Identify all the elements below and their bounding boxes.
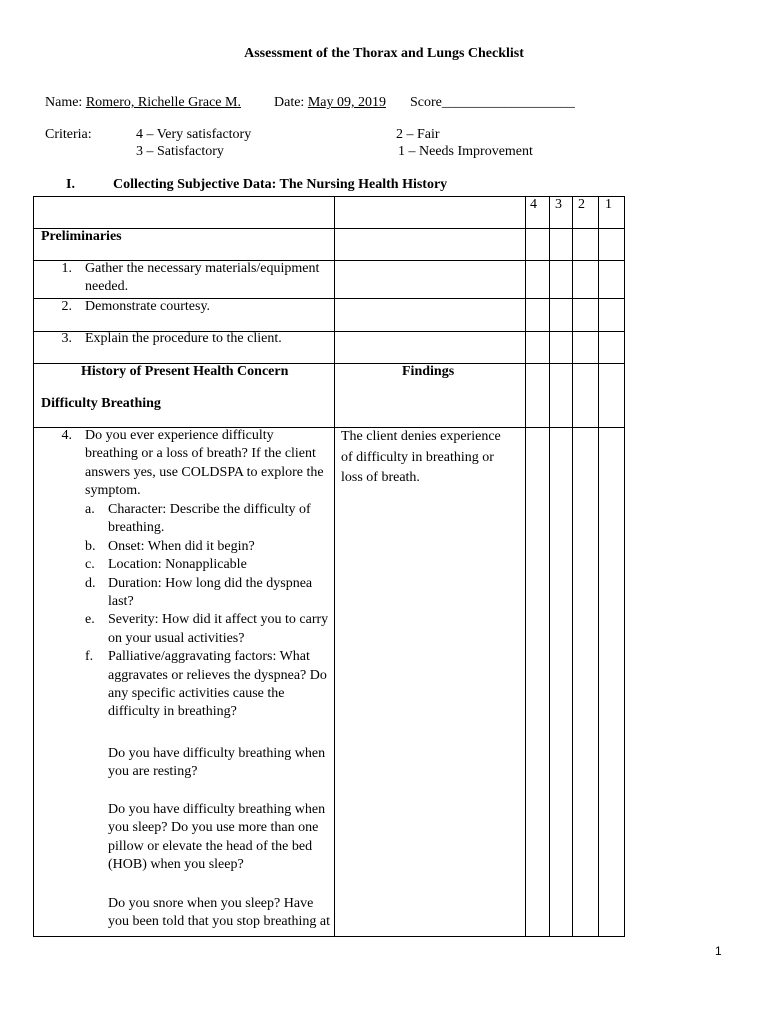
item-line: needed. (85, 279, 129, 295)
criteria-label: Criteria: (45, 127, 92, 142)
subitem-line: difficulty in breathing? (108, 704, 237, 720)
table-rule (33, 936, 625, 937)
subitem-line: Location: Nonapplicable (108, 557, 247, 573)
item-number: 1. (61, 261, 72, 276)
checklist-table (33, 196, 625, 937)
extra-question (108, 895, 330, 932)
score-header-1: 1 (605, 197, 612, 212)
item-number: 3. (61, 331, 72, 346)
table-rule (334, 196, 335, 937)
finding-line: of difficulty in breathing or (341, 449, 494, 465)
item-number: 2. (61, 299, 72, 314)
subitem (85, 648, 328, 722)
item-number: 4. (61, 428, 72, 443)
subitem-line: aggravates or relieves the dyspnea? Do (108, 667, 327, 683)
name-value: Romero, Richelle Grace M. (85, 95, 241, 110)
subitem-letter: a. (85, 502, 95, 517)
item-line: symptom. (85, 483, 141, 499)
criteria-item: 4 – Very satisfactory (136, 127, 252, 142)
subitem-list (85, 501, 328, 722)
preliminaries-heading: Preliminaries (41, 229, 122, 244)
table-rule (549, 196, 550, 937)
item-line: answers yes, use COLDSPA to explore the (85, 464, 324, 480)
question-line: Do you have difficulty breathing when (108, 746, 326, 761)
subitem-line: Onset: When did it begin? (108, 538, 255, 554)
subitem (85, 575, 328, 612)
table-rule (525, 196, 526, 937)
table-rule (572, 196, 573, 937)
subitem-line: Duration: How long did the dyspnea (108, 575, 313, 591)
subitem (85, 611, 328, 648)
date-value: May 09, 2019 (307, 95, 386, 110)
table-rule (624, 196, 625, 937)
item-line: breathing or a loss of breath? If the client (85, 446, 316, 462)
page-number: 1 (715, 944, 722, 958)
section-title: Collecting Subjective Data: The Nursing Health History (113, 177, 448, 192)
item-text: Explain the procedure to the client. (85, 331, 282, 346)
question-line: pillow or elevate the head of the bed (108, 838, 313, 854)
subitem (85, 501, 328, 538)
subitem-line: Character: Describe the difficulty of (108, 502, 311, 517)
history-heading: History of Present Health Concern (81, 364, 289, 379)
date-field (274, 95, 386, 111)
question-line: you sleep? Do you use more than one (108, 820, 319, 836)
score-field: Score___________________ (410, 95, 575, 110)
criteria-item: 1 – Needs Improvement (398, 144, 533, 159)
subitem (85, 556, 328, 574)
subitem-letter: f. (85, 649, 94, 665)
findings-heading: Findings (402, 364, 455, 379)
subitem-line: Severity: How did it affect you to carry (108, 612, 329, 628)
subitem-letter: d. (85, 575, 96, 591)
criteria-item: 3 – Satisfactory (136, 144, 224, 159)
subitem-line: any specific activities cause the (108, 686, 285, 702)
subitem-line: on your usual activities? (108, 630, 245, 646)
score-header-3: 3 (555, 197, 562, 212)
document-title: Assessment of the Thorax and Lungs Checklist (244, 46, 524, 61)
extra-question (108, 745, 325, 782)
subitem-letter: e. (85, 612, 95, 628)
item-text (85, 260, 319, 297)
difficulty-breathing-heading: Difficulty Breathing (41, 396, 161, 411)
subitem-letter: b. (85, 538, 96, 554)
subitem-line: Palliative/aggravating factors: What (108, 649, 310, 665)
finding-text (341, 427, 501, 489)
question-line: you been told that you stop breathing at (108, 914, 331, 930)
item-text: Demonstrate courtesy. (85, 299, 211, 314)
table-rule (598, 196, 599, 937)
question-line: you are resting? (108, 764, 198, 780)
question-line: Do you snore when you sleep? Have (108, 896, 314, 911)
name-label: Name: (45, 95, 86, 110)
subitem (85, 538, 328, 556)
extra-question (108, 801, 325, 875)
finding-line: loss of breath. (341, 470, 420, 485)
date-label: Date: (274, 95, 308, 110)
finding-line: The client denies experience (341, 429, 501, 444)
item-text (85, 427, 324, 501)
table-rule (33, 196, 34, 937)
subitem-line: breathing. (108, 520, 165, 536)
section-numeral: I. (66, 177, 75, 192)
name-field (45, 95, 241, 111)
question-line: (HOB) when you sleep? (108, 857, 244, 873)
item-line: Do you ever experience difficulty (85, 428, 274, 443)
score-header-4: 4 (530, 197, 537, 212)
criteria-item: 2 – Fair (396, 127, 440, 142)
item-line: Gather the necessary materials/equipment (85, 261, 320, 276)
score-header-2: 2 (578, 197, 585, 212)
subitem-letter: c. (85, 557, 95, 573)
subitem-line: last? (108, 594, 134, 610)
question-line: Do you have difficulty breathing when (108, 802, 326, 817)
